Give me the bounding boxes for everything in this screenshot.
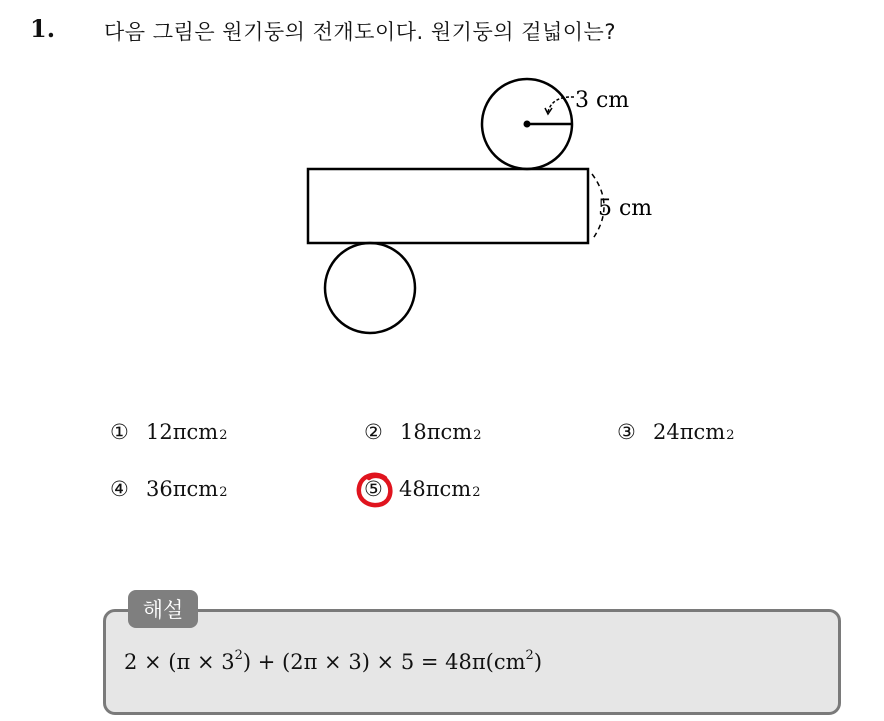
- option-4[interactable]: [110, 477, 228, 501]
- option-1-unit: cm: [186, 420, 219, 444]
- option-3-exp: 2: [726, 428, 735, 443]
- option-5-mark: ⑤: [364, 477, 383, 501]
- solution-part-2: ) + (2π × 3) × 5 = 48π(cm: [242, 650, 526, 674]
- solution-exp-1: 2: [234, 648, 243, 663]
- option-4-mark: ④: [110, 477, 129, 501]
- option-1-mark: ①: [110, 420, 129, 444]
- option-3-mark: ③: [617, 420, 636, 444]
- option-2-value: 18π: [400, 420, 441, 444]
- option-3-value: 24π: [653, 420, 694, 444]
- bottom-circle: [325, 243, 415, 333]
- option-1-exp: 2: [219, 428, 228, 443]
- option-1-value: 12π: [146, 420, 187, 444]
- option-2-mark: ②: [364, 420, 383, 444]
- solution-exp-2: 2: [525, 648, 534, 663]
- option-2-exp: 2: [473, 428, 482, 443]
- option-1[interactable]: [110, 420, 228, 444]
- question-number: 1.: [30, 14, 56, 43]
- lateral-rectangle: [308, 169, 588, 243]
- solution-tag: 해설: [128, 590, 198, 628]
- option-5-unit: cm: [439, 477, 472, 501]
- solution-part-3: ): [533, 650, 543, 674]
- option-4-exp: 2: [219, 485, 228, 500]
- option-4-unit: cm: [186, 477, 219, 501]
- option-2[interactable]: [364, 420, 482, 444]
- question-text: 다음 그림은 원기둥의 전개도이다. 원기둥의 겉넓이는?: [104, 20, 616, 44]
- answer-circle-mark: [355, 470, 395, 510]
- option-3-unit: cm: [693, 420, 726, 444]
- option-5-exp: 2: [472, 485, 481, 500]
- radius-label: 3 cm: [575, 88, 630, 113]
- height-label: 5 cm: [598, 196, 653, 221]
- option-4-value: 36π: [146, 477, 187, 501]
- option-3[interactable]: [617, 420, 735, 444]
- option-2-unit: cm: [440, 420, 473, 444]
- solution-part-1: 2 × (π × 3: [124, 650, 235, 674]
- solution-formula: [124, 648, 542, 674]
- option-5-value: 48π: [399, 477, 440, 501]
